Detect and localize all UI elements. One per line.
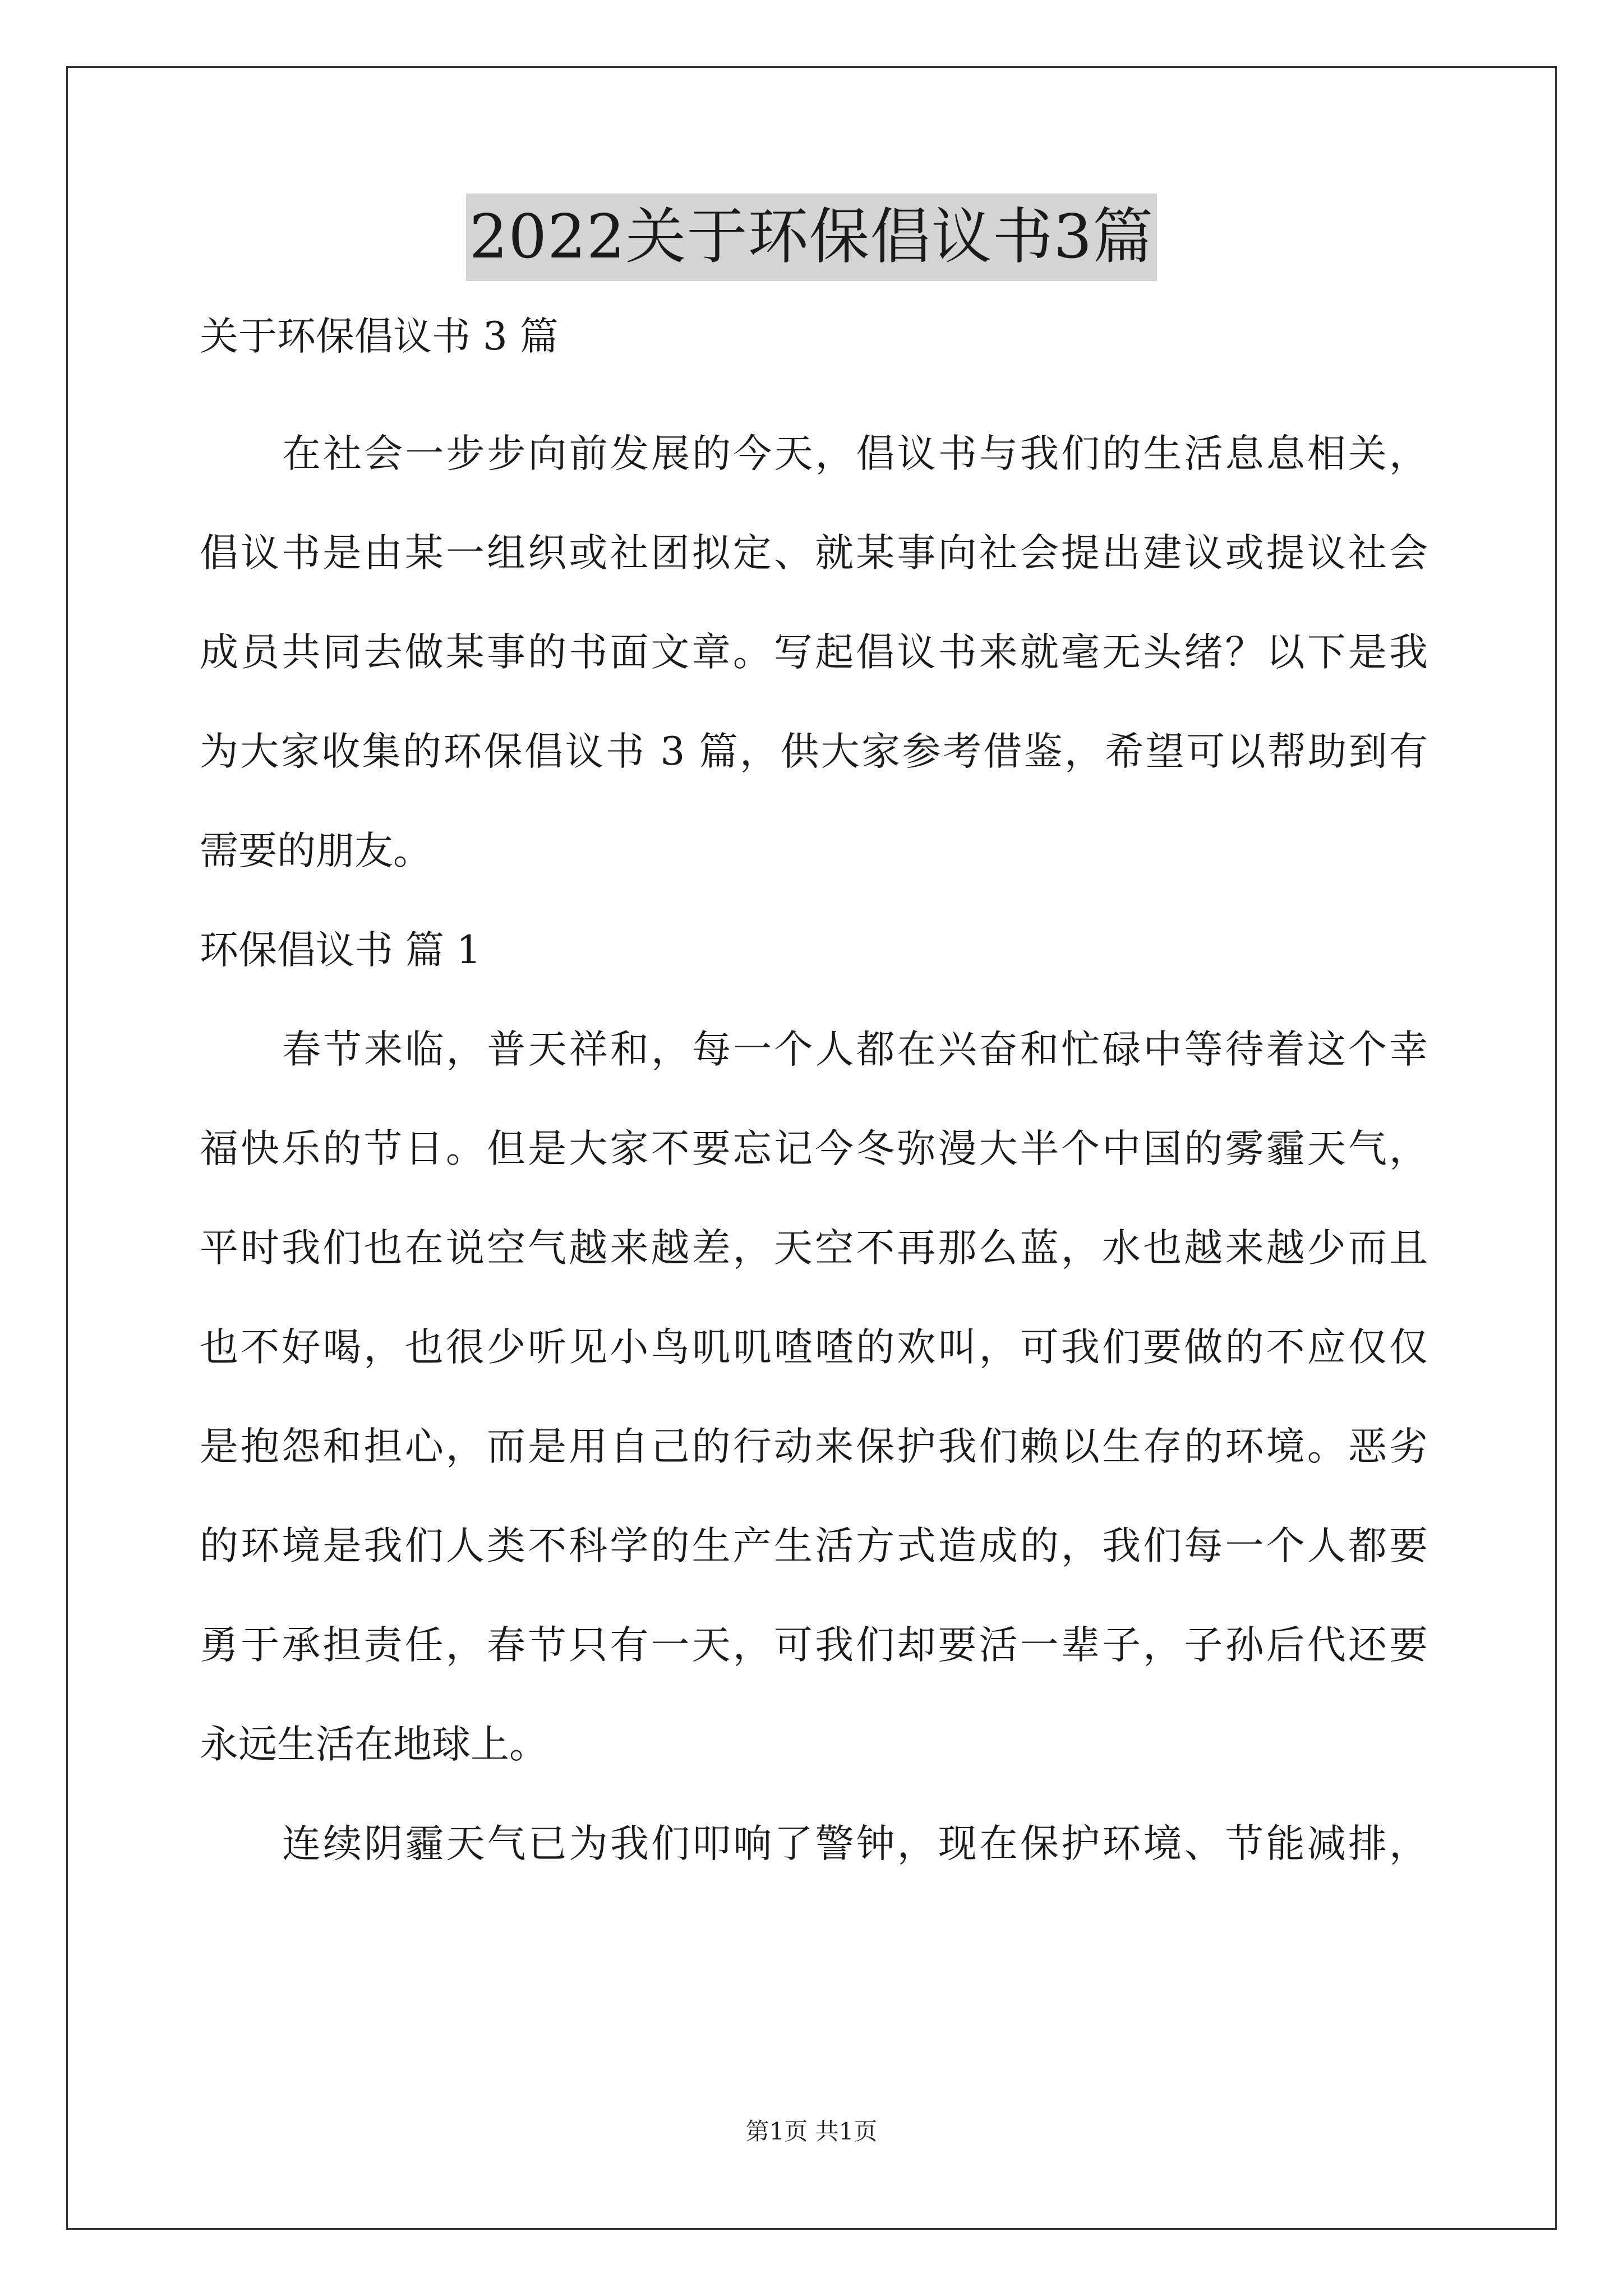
paragraph-line: 是抱怨和担心，而是用自己的行动来保护我们赖以生存的环境。恶劣 [200, 1424, 1428, 1469]
paragraph-line: 成员共同去做某事的书面文章。写起倡议书来就毫无头绪？以下是我 [200, 630, 1428, 675]
paragraph-line: 福快乐的节日。但是大家不要忘记今冬弥漫大半个中国的雾霾天气， [200, 1126, 1428, 1171]
page-footer: 第1页 共1页 [745, 2118, 878, 2145]
paragraph-line: 春节来临，普天祥和，每一个人都在兴奋和忙碌中等待着这个幸 [282, 1027, 1428, 1072]
paragraph-line: 连续阴霾天气已为我们叩响了警钟，现在保护环境、节能减排， [282, 1821, 1428, 1866]
section-heading: 环保倡议书 篇 1 [200, 928, 481, 973]
paragraph-line: 平时我们也在说空气越来越差，天空不再那么蓝，水也越来越少而且 [200, 1226, 1428, 1271]
paragraph-line: 在社会一步步向前发展的今天，倡议书与我们的生活息息相关， [282, 431, 1428, 476]
paragraph-line: 的环境是我们人类不科学的生产生活方式造成的，我们每一个人都要 [200, 1524, 1428, 1568]
paragraph-line: 勇于承担责任，春节只有一天，可我们却要活一辈子，子孙后代还要 [200, 1623, 1428, 1668]
title-container [0, 194, 1623, 281]
paragraph-line: 需要的朋友。 [200, 829, 432, 873]
paragraph-line: 为大家收集的环保倡议书 3 篇，供大家参考借鉴，希望可以帮助到有 [200, 729, 1428, 774]
subtitle: 关于环保倡议书 3 篇 [200, 314, 559, 359]
document-title: 2022关于环保倡议书3篇 [466, 194, 1158, 281]
paragraph-line: 永远生活在地球上。 [200, 1722, 548, 1767]
paragraph-line: 倡议书是由某一组织或社团拟定、就某事向社会提出建议或提议社会 [200, 531, 1428, 576]
paragraph-line: 也不好喝，也很少听见小鸟叽叽喳喳的欢叫，可我们要做的不应仅仅 [200, 1325, 1428, 1370]
